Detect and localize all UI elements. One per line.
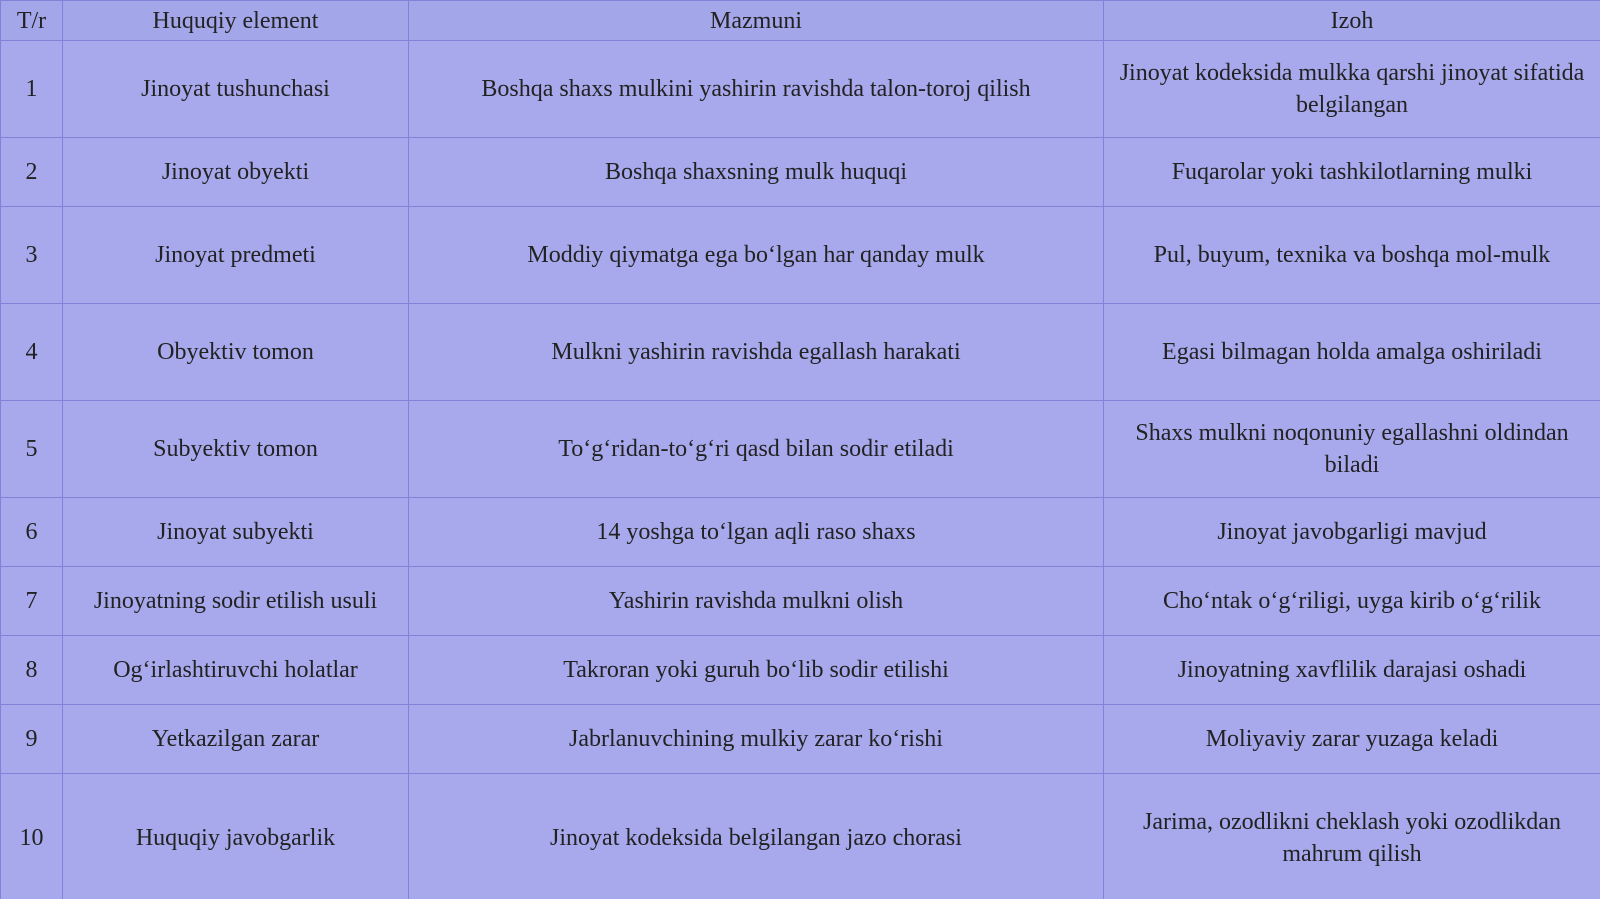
table-row	[1, 138, 1600, 207]
cell-content: Moddiy qiymatga ega bo‘lgan har qanday mulk	[409, 207, 1104, 304]
table-row	[1, 207, 1600, 304]
cell-content: Yashirin ravishda mulkni olish	[409, 567, 1104, 636]
cell-number: 10	[1, 774, 63, 899]
cell-legal-element: Jinoyat tushunchasi	[63, 41, 409, 138]
cell-content: Takroran yoki guruh bo‘lib sodir etilishi	[409, 636, 1104, 705]
cell-number: 6	[1, 498, 63, 567]
cell-content: Boshqa shaxs mulkini yashirin ravishda talon-toroj qilish	[409, 41, 1104, 138]
cell-content: Jabrlanuvchining mulkiy zarar ko‘rishi	[409, 705, 1104, 774]
cell-number: 2	[1, 138, 63, 207]
cell-content: Jinoyat kodeksida belgilangan jazo chorasi	[409, 774, 1104, 899]
cell-number: 9	[1, 705, 63, 774]
cell-note: Fuqarolar yoki tashkilotlarning mulki	[1104, 138, 1600, 207]
cell-legal-element: Subyektiv tomon	[63, 401, 409, 498]
cell-note: Moliyaviy zarar yuzaga keladi	[1104, 705, 1600, 774]
cell-legal-element: Jinoyat subyekti	[63, 498, 409, 567]
cell-note: Jarima, ozodlikni cheklash yoki ozodlikdan mahrum qilish	[1104, 774, 1600, 899]
table-row	[1, 705, 1600, 774]
cell-number: 7	[1, 567, 63, 636]
cell-note: Shaxs mulkni noqonuniy egallashni oldindan biladi	[1104, 401, 1600, 498]
cell-legal-element: Yetkazilgan zarar	[63, 705, 409, 774]
cell-legal-element: Og‘irlashtiruvchi holatlar	[63, 636, 409, 705]
cell-note: Pul, buyum, texnika va boshqa mol-mulk	[1104, 207, 1600, 304]
cell-legal-element: Jinoyat obyekti	[63, 138, 409, 207]
header-content: Mazmuni	[409, 1, 1104, 41]
cell-note: Jinoyatning xavflilik darajasi oshadi	[1104, 636, 1600, 705]
cell-legal-element: Obyektiv tomon	[63, 304, 409, 401]
cell-note: Jinoyat javobgarligi mavjud	[1104, 498, 1600, 567]
cell-number: 3	[1, 207, 63, 304]
cell-number: 5	[1, 401, 63, 498]
cell-content: 14 yoshga to‘lgan aqli raso shaxs	[409, 498, 1104, 567]
header-note: Izoh	[1104, 1, 1600, 41]
cell-number: 4	[1, 304, 63, 401]
table-row	[1, 636, 1600, 705]
table-row	[1, 41, 1600, 138]
cell-note: Jinoyat kodeksida mulkka qarshi jinoyat sifatida belgilangan	[1104, 41, 1600, 138]
cell-content: To‘g‘ridan-to‘g‘ri qasd bilan sodir etiladi	[409, 401, 1104, 498]
table-row	[1, 401, 1600, 498]
table-row	[1, 567, 1600, 636]
table-row	[1, 304, 1600, 401]
cell-legal-element: Jinoyat predmeti	[63, 207, 409, 304]
cell-number: 1	[1, 41, 63, 138]
cell-note: Cho‘ntak o‘g‘riligi, uyga kirib o‘g‘rilik	[1104, 567, 1600, 636]
table-header-row	[1, 1, 1600, 41]
table-row	[1, 498, 1600, 567]
cell-content: Boshqa shaxsning mulk huquqi	[409, 138, 1104, 207]
table-row	[1, 774, 1600, 899]
cell-number: 8	[1, 636, 63, 705]
header-legal-element: Huquqiy element	[63, 1, 409, 41]
cell-content: Mulkni yashirin ravishda egallash harakati	[409, 304, 1104, 401]
cell-legal-element: Jinoyatning sodir etilish usuli	[63, 567, 409, 636]
header-number: T/r	[1, 1, 63, 41]
cell-legal-element: Huquqiy javobgarlik	[63, 774, 409, 899]
cell-note: Egasi bilmagan holda amalga oshiriladi	[1104, 304, 1600, 401]
